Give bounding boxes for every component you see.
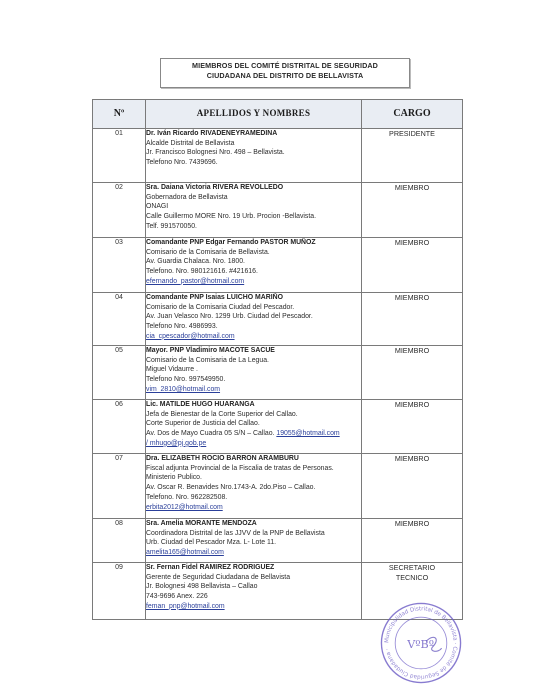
member-detail: Gerente de Seguridad Ciudadana de Bellavista: [146, 573, 291, 581]
member-detail: Av. Dos de Mayo Cuadra 05 S/N – Callao.: [146, 430, 275, 438]
member-detail: Jr. Bolognesi 498 Bellavista – Callao: [146, 583, 258, 591]
member-email-link[interactable]: efernando_pastor@hotmail.com: [146, 277, 245, 285]
member-info: [146, 519, 362, 563]
member-cargo: MIEMBRO: [362, 454, 463, 519]
row-number: 08: [93, 519, 146, 563]
member-detail: Comisario de la Comisaria de La Legua.: [146, 356, 269, 364]
member-cargo: MIEMBRO: [362, 519, 463, 563]
member-email-link[interactable]: erbita2012@hotmail.com: [146, 503, 223, 511]
title-line-1: MIEMBROS DEL COMITÉ DISTRITAL DE SEGURIDAD: [192, 61, 378, 70]
table-row: [93, 293, 463, 346]
table-row: [93, 238, 463, 293]
member-info: [146, 400, 362, 454]
seal-ring-text: Municipalidad Distrital de Bellavista · Comité de Seguridad Ciudadana ·: [384, 606, 458, 680]
member-detail: Calle Guillermo MORE Nro. 19 Urb. Procion -Bellavista.: [146, 213, 317, 221]
member-info: [146, 346, 362, 400]
member-detail: ONAGI: [146, 203, 169, 211]
table-row: [93, 519, 463, 563]
member-info: [146, 129, 362, 183]
member-cargo: MIEMBRO: [362, 346, 463, 400]
row-number: 07: [93, 454, 146, 519]
title-line-2: CIUDADANA DEL DISTRITO DE BELLAVISTA: [206, 71, 364, 80]
member-detail: Comisario de la Comisaria Ciudad del Pescador.: [146, 303, 295, 311]
member-detail: Coordinadora Distrital de las JJVV de la PNP de Bellavista: [146, 529, 325, 537]
member-name: Comandante PNP Isaias LUICHO MARIÑO: [146, 294, 283, 301]
member-detail: Gobernadora de Bellavista: [146, 193, 228, 201]
cargo-line-2: TECNICO: [395, 572, 429, 582]
member-name: Sra. Amelia MORANTE MENDOZA: [146, 520, 257, 527]
member-detail: Urb. Ciudad del Pescador Mza. L- Lote 11.: [146, 539, 277, 547]
row-number: 02: [93, 183, 146, 238]
member-name: Dr. Iván Ricardo RIVADENEYRAMEDINA: [146, 130, 278, 137]
row-number: 05: [93, 346, 146, 400]
member-info: [146, 238, 362, 293]
member-name: Sr. Fernan Fidel RAMIREZ RODRIGUEZ: [146, 564, 275, 571]
member-email-link[interactable]: 19055@hotmail.com: [276, 430, 340, 438]
table-header-row: [93, 100, 463, 129]
member-detail: Av. Juan Velasco Nro. 1299 Urb. Ciudad del Pescador.: [146, 313, 313, 321]
member-detail: Miguel Vidaurre .: [146, 366, 198, 374]
member-email-link[interactable]: amelita165@hotmail.com: [146, 549, 224, 557]
row-number: 04: [93, 293, 146, 346]
member-info: [146, 454, 362, 519]
member-cargo: MIEMBRO: [362, 183, 463, 238]
member-name: Lic. MATILDE HUGO HUARANGA: [146, 401, 255, 408]
member-cargo: MIEMBRO: [362, 293, 463, 346]
member-detail: Comisario de la Comisaria de Bellavista.: [146, 248, 270, 256]
table-row: [93, 346, 463, 400]
row-number: 03: [93, 238, 146, 293]
member-detail: Corte Superior de Justicia del Callao.: [146, 420, 260, 428]
document-title: [160, 58, 410, 88]
member-detail: Av. Oscar R. Benavides Nro.1743-A. 2do.Piso – Callao.: [146, 484, 316, 492]
member-cargo: MIEMBRO: [362, 400, 463, 454]
member-detail: Jr. Francisco Bolognesi Nro. 498 – Bellavista.: [146, 149, 285, 157]
cargo-line-1: SECRETARIO: [388, 563, 436, 572]
member-address-line: [146, 429, 361, 439]
header-names: APELLIDOS Y NOMBRES: [146, 100, 362, 129]
member-email-link[interactable]: vim_2810@hotmail.com: [146, 385, 221, 393]
member-name: Comandante PNP Edgar Fernando PASTOR MUÑOZ: [146, 239, 316, 246]
row-number: 06: [93, 400, 146, 454]
member-detail: Telefono. Nro. 980121616. #421616.: [146, 268, 258, 276]
official-seal-stamp: [378, 600, 464, 686]
member-email-link[interactable]: feman_pnp@hotmail.com: [146, 602, 225, 610]
header-cargo: CARGO: [362, 100, 463, 129]
member-info: [146, 563, 362, 620]
member-detail: Telefono Nro. 997549950.: [146, 376, 226, 384]
member-detail: Telefono Nro. 7439696.: [146, 159, 218, 167]
member-info: [146, 183, 362, 238]
member-detail: Alcalde Distrital de Bellavista: [146, 139, 235, 147]
member-email-link[interactable]: / mhugo@pj.gob.pe: [146, 439, 207, 447]
member-detail: Telf. 991570050.: [146, 222, 197, 230]
member-detail: Av. Guardia Chalaca. Nro. 1800.: [146, 258, 245, 266]
table-row: [93, 129, 463, 183]
table-row: [93, 454, 463, 519]
row-number: 01: [93, 129, 146, 183]
header-number: Nº: [93, 100, 146, 129]
member-detail: Jefa de Bienestar de la Corte Superior del Callao.: [146, 410, 298, 418]
member-detail: Fiscal adjunta Provincial de la Fiscalia de tratas de Personas.: [146, 464, 334, 472]
table-row: [93, 183, 463, 238]
member-name: Mayor. PNP Vladimiro MACOTE SACUE: [146, 347, 275, 354]
seal-center-text: VºBº: [407, 638, 435, 652]
member-detail: Telefono Nro. 4986993.: [146, 323, 218, 331]
seal-graphic: [378, 600, 464, 686]
member-name: Dra. ELIZABETH ROCIO BARRON ARAMBURU: [146, 455, 299, 462]
member-detail: 743-9696 Anex. 226: [146, 593, 208, 601]
members-table: [92, 99, 463, 620]
row-number: 09: [93, 563, 146, 620]
member-name: Sra. Daiana Victoria RIVERA REVOLLEDO: [146, 184, 284, 191]
member-detail: Telefono. Nro. 962282508.: [146, 493, 228, 501]
member-cargo: PRESIDENTE: [362, 129, 463, 183]
table-row: [93, 400, 463, 454]
member-info: [146, 293, 362, 346]
member-cargo: MIEMBRO: [362, 238, 463, 293]
member-email-link[interactable]: cia_cpescador@hotmail.com: [146, 332, 235, 340]
member-detail: Ministerio Publico.: [146, 474, 202, 482]
